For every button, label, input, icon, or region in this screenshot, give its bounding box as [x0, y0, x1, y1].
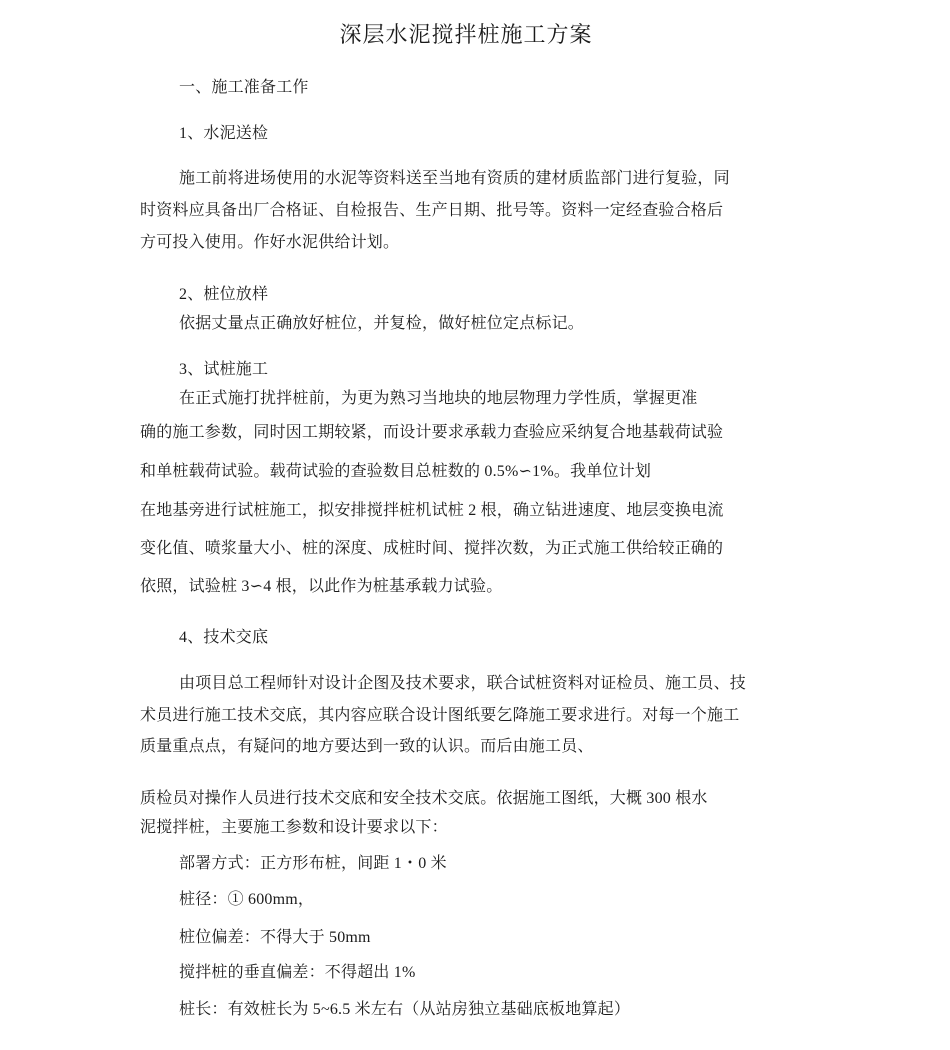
- param-item: 桩长：有效桩长为 5~6.5 米左右（从站房独立基础底板地算起）: [179, 1001, 631, 1018]
- param-item: 部署方式：正方形布桩，间距 1・0 米: [179, 855, 447, 872]
- param-item: 桩径：① 600mm，: [179, 891, 315, 908]
- paragraph-line: 施工前将进场使用的水泥等资料送至当地有资质的建材质监部门进行复验，同: [179, 170, 730, 187]
- subsection-heading: 1、水泥送检: [179, 125, 269, 142]
- paragraph-line: 质量重点点，有疑问的地方要达到一致的认识。而后由施工员、: [140, 738, 594, 755]
- paragraph-line: 质检员对操作人员进行技术交底和安全技术交底。依据施工图纸，大概 300 根水: [140, 790, 708, 807]
- paragraph-line: 方可投入使用。作好水泥供给计划。: [140, 234, 400, 251]
- paragraph-line: 依照，试验桩 3∽4 根，以此作为桩基承载力试验。: [140, 578, 503, 595]
- subsection-heading: 4、技术交底: [179, 629, 269, 646]
- subsection-heading: 3、试桩施工: [179, 361, 269, 378]
- paragraph-line: 由项目总工程师针对设计企图及技术要求，联合试桩资料对证检员、施工员、技: [179, 675, 747, 692]
- paragraph-line: 泥搅拌桩，主要施工参数和设计要求以下：: [140, 819, 448, 836]
- paragraph-line: 变化值、喷浆量大小、桩的深度、成桩时间、搅拌次数，为正式施工供给较正确的: [140, 540, 724, 557]
- subsection-heading: 2、桩位放样: [179, 286, 269, 303]
- paragraph-line: 依据丈量点正确放好桩位，并复检，做好桩位定点标记。: [179, 315, 585, 332]
- param-item: 搅拌桩的垂直偏差：不得超出 1%: [179, 964, 416, 981]
- param-item: 桩位偏差：不得大于 50mm: [179, 929, 371, 946]
- paragraph-line: 和单桩载荷试验。载荷试验的查验数目总桩数的 0.5%∽1%。我单位计划: [140, 463, 652, 480]
- paragraph-line: 时资料应具备出厂合格证、自检报告、生产日期、批号等。资料一定经查验合格后: [140, 202, 724, 219]
- section-heading: 一、施工准备工作: [179, 79, 309, 96]
- paragraph-line: 术员进行施工技术交底，其内容应联合设计图纸要乞降施工要求进行。对每一个施工: [140, 707, 740, 724]
- document-title: 深层水泥搅拌桩施工方案: [339, 22, 593, 47]
- paragraph-line: 确的施工参数，同时因工期较紧，而设计要求承载力查验应采纳复合地基载荷试验: [140, 424, 724, 441]
- paragraph-line: 在地基旁进行试桩施工，拟安排搅拌桩机试桩 2 根，确立钻进速度、地层变换电流: [140, 502, 724, 519]
- paragraph-line: 在正式施打扰拌桩前，为更为熟习当地块的地层物理力学性质，掌握更准: [179, 390, 698, 407]
